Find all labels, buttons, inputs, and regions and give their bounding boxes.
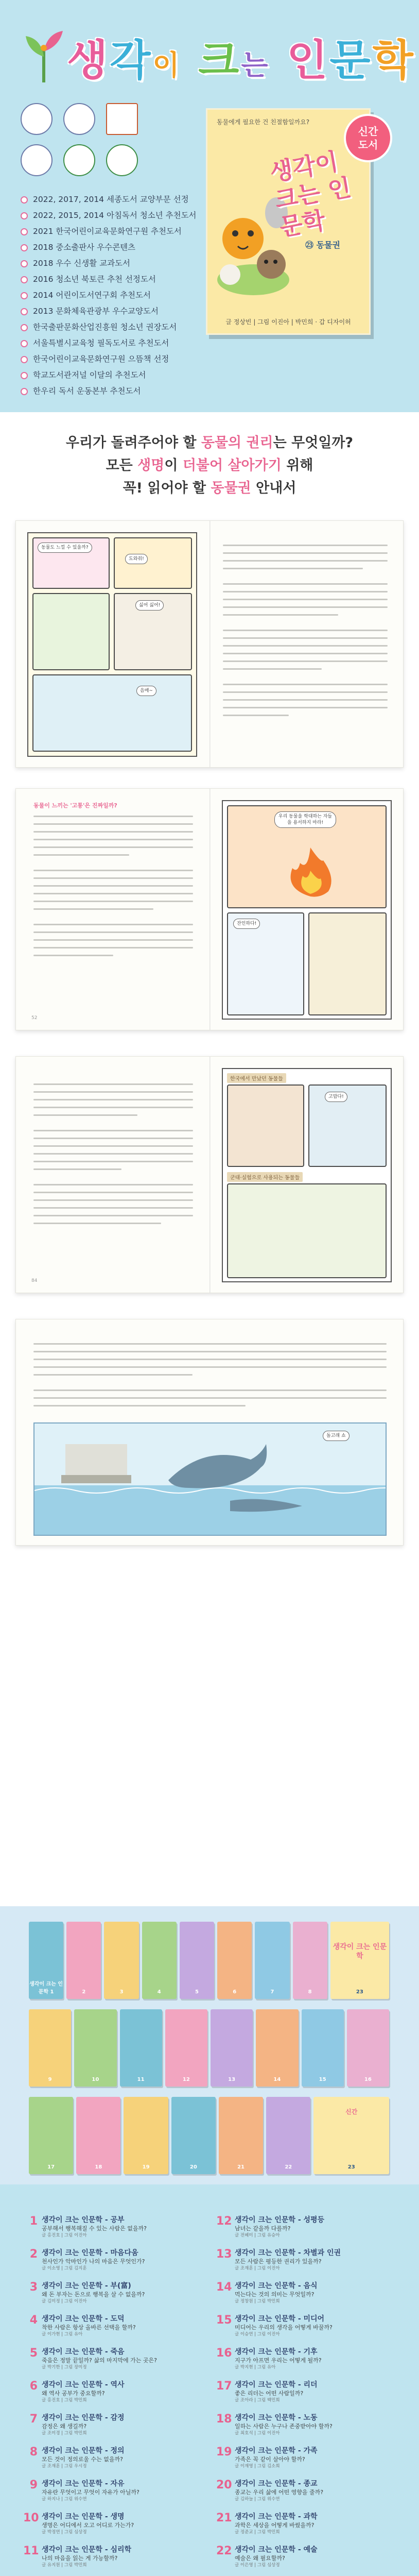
series-book: 12 xyxy=(165,2009,207,2087)
series-bookshelf xyxy=(0,1906,419,2184)
series-book: 20 xyxy=(171,2097,216,2174)
page-number: 84 xyxy=(31,1278,38,1283)
series-book: 17 xyxy=(29,2097,73,2174)
bullet-icon xyxy=(21,260,28,267)
series-logo xyxy=(21,28,415,85)
sprout-icon xyxy=(21,28,67,85)
cover-volume: ㉓ 동물권 xyxy=(305,240,340,250)
panel-caption: 군대·실험으로 사용되는 동물들 xyxy=(227,1172,303,1182)
body-text xyxy=(33,1340,387,1410)
list-item: 12 생각이 크는 인문학 - 성평등 남녀는 같을까 다를까? 글 전혜미 | 그림 유승아 xyxy=(216,2215,325,2238)
list-item: 18 생각이 크는 인문학 - 노동 일하는 사람은 누구나 존중받아야 할까? 글 최호석 | 그림 이진아 xyxy=(216,2413,333,2436)
body-text xyxy=(33,812,193,959)
series-book: 8 xyxy=(293,1922,327,1999)
book-spread-2 xyxy=(15,788,404,1030)
list-item: 6 생각이 크는 인문학 - 역사 왜 역사 공부가 중요할까? 글 홍진호 | 그림 박민희 xyxy=(29,2380,125,2403)
dolphin-illustration xyxy=(33,1422,387,1536)
series-book: 22 xyxy=(266,2097,310,2174)
body-text xyxy=(33,1080,193,1227)
award-item: 2022, 2017, 2014 세종도서 교양부문 선정 xyxy=(21,192,197,208)
award-seal-icon xyxy=(106,103,138,135)
list-item: 16 생각이 크는 인문학 - 기후 지구가 아프면 우리는 어떻게 될까? 글 박지현 | 그림 유아 xyxy=(216,2347,322,2370)
series-book: 15 xyxy=(302,2009,344,2087)
fire-icon xyxy=(280,842,341,899)
bullet-icon xyxy=(21,228,28,235)
bullet-icon xyxy=(21,340,28,347)
cover-title: 생각이 크는 인문학 xyxy=(268,147,354,242)
award-item: 한우리 독서 운동본부 추천도서 xyxy=(21,383,197,399)
series-book: 5 xyxy=(180,1922,214,1999)
award-item: 2014 어린이도서연구회 추천도서 xyxy=(21,287,197,303)
series-book: 7 xyxy=(255,1922,289,1999)
award-seal-icon xyxy=(106,144,138,176)
series-book: 14 xyxy=(256,2009,298,2087)
bullet-icon xyxy=(21,276,28,283)
comic-panel xyxy=(32,674,192,752)
bullet-icon xyxy=(21,244,28,251)
comic-page xyxy=(222,800,392,1020)
series-book: 4 xyxy=(142,1922,177,1999)
award-item: 2021 한국어린이교육문화연구원 추천도서 xyxy=(21,224,197,240)
intro-headline: 우리가 돌려주어야 할 동물의 권리는 무엇일까? 모든 생명이 더불어 살아가기 위해 꼭! 읽어야 할 동물권 안내서 xyxy=(65,435,354,496)
series-book: 16 xyxy=(347,2009,389,2087)
series-book: 21 xyxy=(219,2097,263,2174)
list-item: 9 생각이 크는 인문학 - 자유 자유란 무엇이고 무엇이 자유가 아닐까? 글 하지나 | 그림 위수연 xyxy=(29,2479,139,2502)
speech-bubble: 싫어 싫어! xyxy=(135,600,164,611)
comic-panel xyxy=(308,1084,387,1167)
bullet-icon xyxy=(21,372,28,379)
section-heading: 동물이 느끼는 '고통'은 진짜일까? xyxy=(33,802,117,809)
list-item: 10 생각이 크는 인문학 - 생명 생명은 어디에서 오고 어디로 가는가? 글 박정연 | 그림 심상정 xyxy=(23,2512,134,2535)
award-seal-icon xyxy=(21,103,53,135)
award-seal-icon xyxy=(63,144,95,176)
award-seal-icon xyxy=(21,144,53,176)
comic-panel xyxy=(114,537,192,589)
award-item: 2018 우수 신생활 교과도서 xyxy=(21,256,197,272)
list-item: 15 생각이 크는 인문학 - 미디어 미디어는 우리의 생각을 어떻게 바꿀까? 글 이승연 | 그림 이진아 xyxy=(216,2314,333,2337)
speech-bubble: 잔인하다! xyxy=(233,919,260,929)
bullet-icon xyxy=(21,388,28,395)
list-item: 1 생각이 크는 인문학 - 공부 공부해서 행복해질 수 있는 사람은 없을까? 글 홍진호 | 그림 이진아 xyxy=(29,2215,147,2238)
award-item: 2018 중소출판사 우수콘텐츠 xyxy=(21,240,197,256)
series-book: 9 xyxy=(29,2009,71,2087)
comic-panel xyxy=(227,805,387,908)
comic-panel xyxy=(114,593,192,670)
series-book: 6 xyxy=(217,1922,252,1999)
hero-section xyxy=(0,0,419,412)
speech-bubble: 음매~ xyxy=(136,686,156,696)
series-book: 18 xyxy=(76,2097,120,2174)
book-row xyxy=(29,1922,389,1999)
body-text xyxy=(223,541,388,719)
award-list xyxy=(21,192,197,399)
list-item: 11 생각이 크는 인문학 - 심리학 나의 마음을 읽는 게 가능할까? 글 유지원 | 그림 박민희 xyxy=(23,2545,132,2568)
series-title-char: 는 xyxy=(241,48,270,81)
page-number: 52 xyxy=(31,1015,38,1021)
series-book: 19 xyxy=(124,2097,168,2174)
cover-tagline: 동물에게 필요한 건 친절함일까요? xyxy=(217,118,310,126)
series-title-char: 크 xyxy=(198,36,241,85)
series-list-left xyxy=(23,2215,208,2576)
comic-panel xyxy=(227,1084,304,1167)
comic-panel xyxy=(308,912,387,1015)
series-book: 3 xyxy=(104,1922,138,1999)
series-title-char: 인 xyxy=(287,36,330,85)
award-item: 한국어린이교육문화연구원 으뜸책 선정 xyxy=(21,351,197,367)
list-item: 8 생각이 크는 인문학 - 정의 모든 것이 정의로울 수는 없을까? 글 조재훈 | 그림 우시정 xyxy=(29,2446,125,2469)
speech-bubble: 고맙다! xyxy=(325,1092,347,1102)
series-book: 생각이 크는 인문학 1 xyxy=(29,1922,63,1999)
award-item: 서울특별시교육청 필독도서로 추천도서 xyxy=(21,335,197,351)
award-seal-icon xyxy=(63,103,95,135)
list-item: 7 생각이 크는 인문학 - 감정 감정은 왜 생길까? 글 조미경 | 그림 박민희 xyxy=(29,2413,125,2436)
comic-page xyxy=(27,532,197,757)
series-title-char: 생 xyxy=(67,36,110,85)
speech-bubble: 도와줘! xyxy=(125,554,148,564)
comic-panel xyxy=(227,1183,387,1278)
list-item: 21 생각이 크는 인문학 - 과학 과학은 세상을 어떻게 바꿨을까? 글 정준교 | 그림 박민희 xyxy=(216,2512,318,2535)
list-item: 20 생각이 크는 인문학 - 종교 종교는 우리 삶에 어떤 영향을 줄까? 글 김하늘 | 그림 위수연 xyxy=(216,2479,324,2502)
list-item: 14 생각이 크는 인문학 - 음식 먹는다는 것의 의미는 무엇일까? 글 정창원 | 그림 박민희 xyxy=(216,2281,318,2304)
series-book: 13 xyxy=(211,2009,253,2087)
list-item: 17 생각이 크는 인문학 - 리더 좋은 리더는 어떤 사람일까? 글 조아라 | 그림 백민희 xyxy=(216,2380,318,2403)
featured-series-book: 신간 23 xyxy=(313,2097,389,2174)
bullet-icon xyxy=(21,308,28,315)
series-title-char: 이 xyxy=(152,48,182,81)
award-item: 2013 문화체육관광부 우수교양도서 xyxy=(21,303,197,319)
list-item: 22 생각이 크는 인문학 - 예술 예술은 왜 필요할까? 글 이은영 | 그림 심상정 xyxy=(216,2545,318,2568)
list-item: 3 생각이 크는 인문학 - 부(富) 왜 돈 부자는 돈으로 행복을 살 수 없을까? 글 김미정 | 그림 이진아 xyxy=(29,2281,145,2304)
award-item: 학교도서관저널 이달의 추천도서 xyxy=(21,367,197,383)
bullet-icon xyxy=(21,212,28,219)
new-release-badge: 신간 도서 xyxy=(346,116,390,160)
series-title xyxy=(67,27,415,87)
speech-bubble: 우리 동물을 학대하는 자들을 용서하지 마라! xyxy=(274,811,336,828)
book-row xyxy=(29,2009,389,2087)
list-item: 13 생각이 크는 인문학 - 차별과 인권 모든 사람은 평등한 권리가 있을까? 글 조재훈 | 그림 이진아 xyxy=(216,2248,341,2271)
bullet-icon xyxy=(21,324,28,331)
book-spread-1 xyxy=(15,520,404,768)
comic-panel xyxy=(32,593,110,670)
comic-panel xyxy=(32,537,110,589)
series-list-right xyxy=(216,2215,401,2576)
series-book: 2 xyxy=(66,1922,101,1999)
comic-panel xyxy=(227,912,304,1015)
book-spread-3 xyxy=(15,1056,404,1293)
bullet-icon xyxy=(21,356,28,363)
series-book: 11 xyxy=(120,2009,162,2087)
list-item: 5 생각이 크는 인문학 - 죽음 죽음은 정말 끝일까? 삶의 마지막에 가는 곳은? 글 박기한 | 그림 장미정 xyxy=(29,2347,157,2370)
award-item: 2016 청소년 북토큰 추천 선정도서 xyxy=(21,272,197,287)
series-title-char: 문 xyxy=(329,36,373,85)
award-badges xyxy=(21,103,185,185)
bullet-icon xyxy=(21,196,28,204)
speech-bubble: 돌고래 쇼 xyxy=(323,1431,350,1441)
speech-bubble: 동물도 느낄 수 있을까? xyxy=(38,543,92,553)
list-item: 4 생각이 크는 인문학 - 도덕 착한 사람은 항상 올바른 선택을 할까? 글 이가현 | 그림 유아 xyxy=(29,2314,136,2337)
list-item: 19 생각이 크는 인문학 - 가족 가족은 꼭 같이 살아야 할까? 글 이재영 | 그림 김소희 xyxy=(216,2446,318,2469)
comic-page xyxy=(222,1068,392,1282)
cover-author: 글 정상빈 | 그림 이진아 | 박민희 · 갑 디자이허 xyxy=(225,318,351,326)
featured-series-book: 생각이 크는 인문학 23 xyxy=(330,1922,389,1999)
award-item: 한국출판문화산업진흥원 청소년 권장도서 xyxy=(21,319,197,335)
series-title-list xyxy=(0,2184,419,2576)
list-item: 2 생각이 크는 인문학 - 마음다움 천사인가 악마인가 나의 마음은 무엇인가? 글 이소영 | 그림 김지훈 xyxy=(29,2248,145,2271)
book-spread-4 xyxy=(15,1319,404,1546)
bullet-icon xyxy=(21,292,28,299)
series-title-char: 학 xyxy=(372,36,415,85)
series-book: 10 xyxy=(74,2009,116,2087)
panel-caption: 한국에서 만났던 동물들 xyxy=(227,1073,286,1083)
series-title-char: 각 xyxy=(110,36,153,85)
award-item: 2022, 2015, 2014 아침독서 청소년 추천도서 xyxy=(21,208,197,224)
book-row xyxy=(29,2097,389,2174)
